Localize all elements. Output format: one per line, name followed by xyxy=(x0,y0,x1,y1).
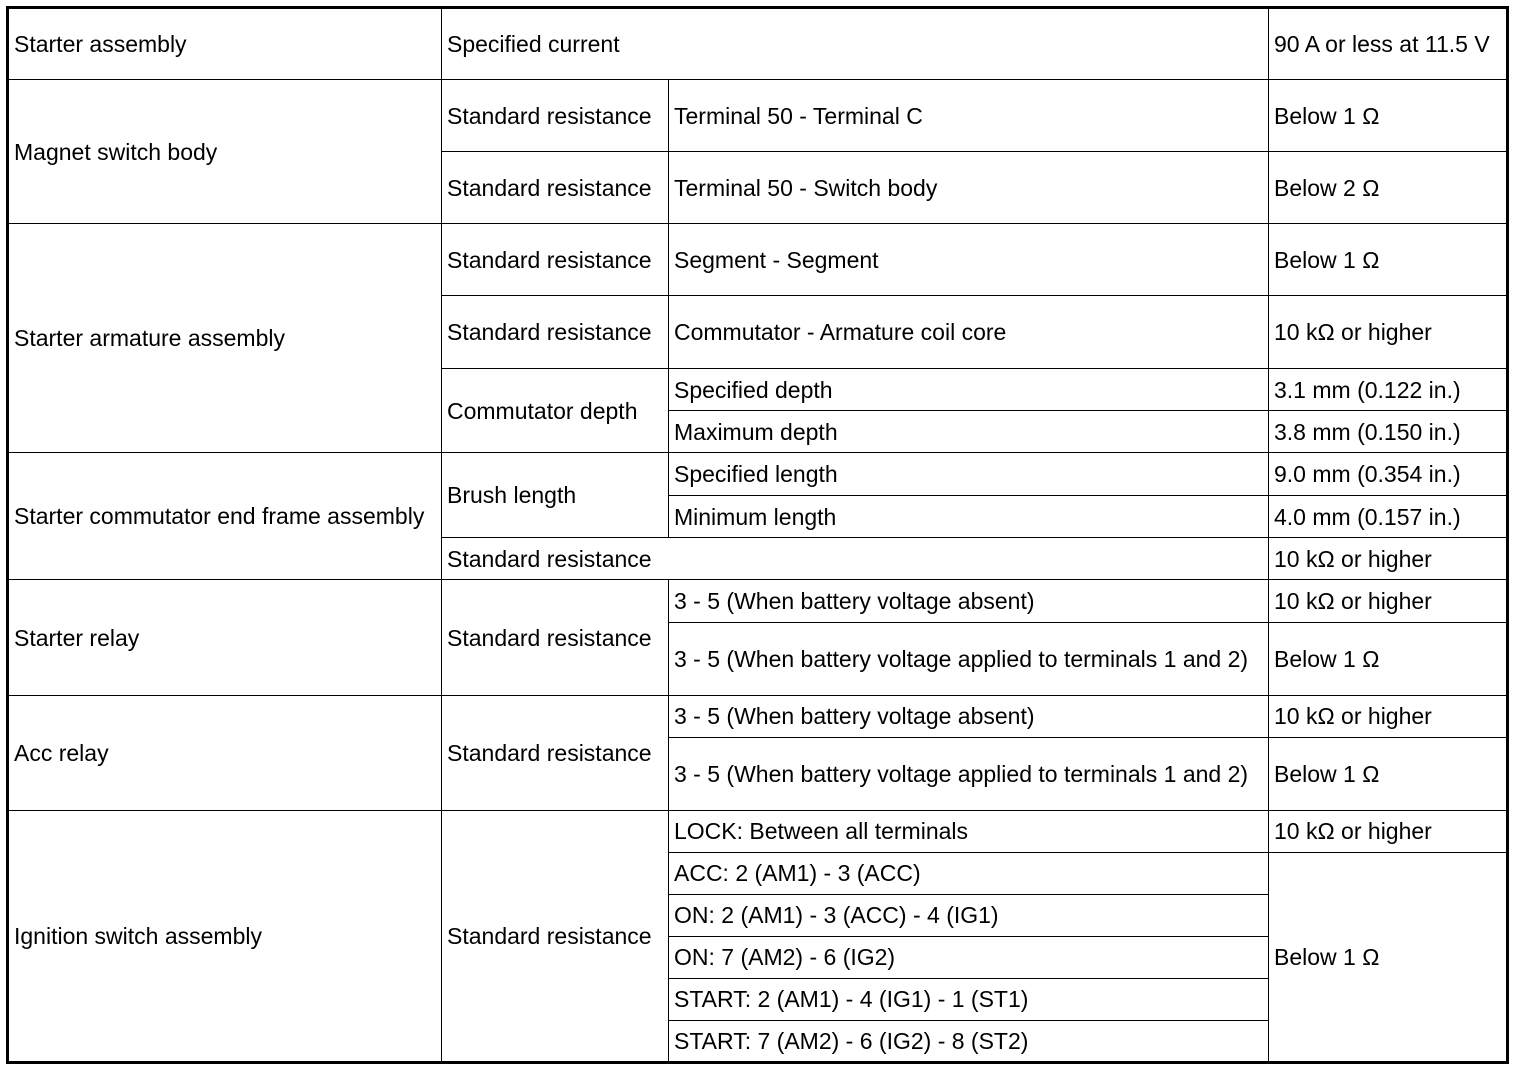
measure-cell: START: 7 (AM2) - 6 (IG2) - 8 (ST2) xyxy=(669,1020,1269,1062)
value-cell: Below 1 Ω xyxy=(1269,852,1508,1062)
measure-cell: Terminal 50 - Switch body xyxy=(669,152,1269,224)
value-cell: 10 kΩ or higher xyxy=(1269,810,1508,852)
table-row xyxy=(8,80,1508,152)
value-cell: Below 2 Ω xyxy=(1269,152,1508,224)
condition-cell: Standard resistance xyxy=(442,695,669,810)
table-row xyxy=(8,695,1508,737)
condition-commutator-depth: Commutator depth xyxy=(442,369,669,453)
value-cell: Below 1 Ω xyxy=(1269,80,1508,152)
measure-cell: Commutator - Armature coil core xyxy=(669,296,1269,369)
condition-cell: Standard resistance xyxy=(442,296,669,369)
value-cell: 10 kΩ or higher xyxy=(1269,538,1508,580)
table-row xyxy=(8,580,1508,622)
measure-cell: Specified depth xyxy=(669,369,1269,411)
value-specified-current: 90 A or less at 11.5 V xyxy=(1269,8,1508,80)
value-cell: 9.0 mm (0.354 in.) xyxy=(1269,453,1508,496)
value-cell: Below 1 Ω xyxy=(1269,737,1508,810)
measure-cell: Segment - Segment xyxy=(669,224,1269,296)
condition-cell: Standard resistance xyxy=(442,80,669,152)
value-cell: 3.1 mm (0.122 in.) xyxy=(1269,369,1508,411)
item-ignition-switch-assembly: Ignition switch assembly xyxy=(8,810,442,1062)
measure-cell: START: 2 (AM1) - 4 (IG1) - 1 (ST1) xyxy=(669,978,1269,1020)
condition-standard-resistance: Standard resistance xyxy=(442,538,1269,580)
measure-cell: Terminal 50 - Terminal C xyxy=(669,80,1269,152)
table-row xyxy=(8,8,1508,80)
item-end-frame-assembly: Starter commutator end frame assembly xyxy=(8,453,442,580)
condition-cell: Standard resistance xyxy=(442,224,669,296)
value-cell: 4.0 mm (0.157 in.) xyxy=(1269,496,1508,538)
value-cell: 10 kΩ or higher xyxy=(1269,695,1508,737)
item-starter-assembly: Starter assembly xyxy=(8,8,442,80)
measure-cell: ON: 7 (AM2) - 6 (IG2) xyxy=(669,936,1269,978)
specification-table xyxy=(6,6,1509,1064)
item-starter-armature-assembly: Starter armature assembly xyxy=(8,224,442,453)
table-row xyxy=(8,453,1508,496)
condition-specified-current: Specified current xyxy=(442,8,1269,80)
measure-cell: 3 - 5 (When battery voltage absent) xyxy=(669,580,1269,622)
condition-cell: Standard resistance xyxy=(442,152,669,224)
measure-cell: Minimum length xyxy=(669,496,1269,538)
condition-cell: Standard resistance xyxy=(442,580,669,695)
measure-cell: ACC: 2 (AM1) - 3 (ACC) xyxy=(669,852,1269,894)
measure-cell: Maximum depth xyxy=(669,411,1269,453)
value-cell: Below 1 Ω xyxy=(1269,224,1508,296)
value-cell: 10 kΩ or higher xyxy=(1269,296,1508,369)
measure-cell: 3 - 5 (When battery voltage applied to terminals 1 and 2) xyxy=(669,737,1269,810)
value-cell: Below 1 Ω xyxy=(1269,622,1508,695)
item-acc-relay: Acc relay xyxy=(8,695,442,810)
measure-cell: LOCK: Between all terminals xyxy=(669,810,1269,852)
condition-cell: Standard resistance xyxy=(442,810,669,1062)
measure-cell: ON: 2 (AM1) - 3 (ACC) - 4 (IG1) xyxy=(669,894,1269,936)
item-starter-relay: Starter relay xyxy=(8,580,442,695)
table-row xyxy=(8,810,1508,852)
measure-cell: Specified length xyxy=(669,453,1269,496)
condition-brush-length: Brush length xyxy=(442,453,669,538)
item-magnet-switch-body: Magnet switch body xyxy=(8,80,442,224)
value-cell: 3.8 mm (0.150 in.) xyxy=(1269,411,1508,453)
measure-cell: 3 - 5 (When battery voltage absent) xyxy=(669,695,1269,737)
measure-cell: 3 - 5 (When battery voltage applied to terminals 1 and 2) xyxy=(669,622,1269,695)
value-cell: 10 kΩ or higher xyxy=(1269,580,1508,622)
table-row xyxy=(8,224,1508,296)
